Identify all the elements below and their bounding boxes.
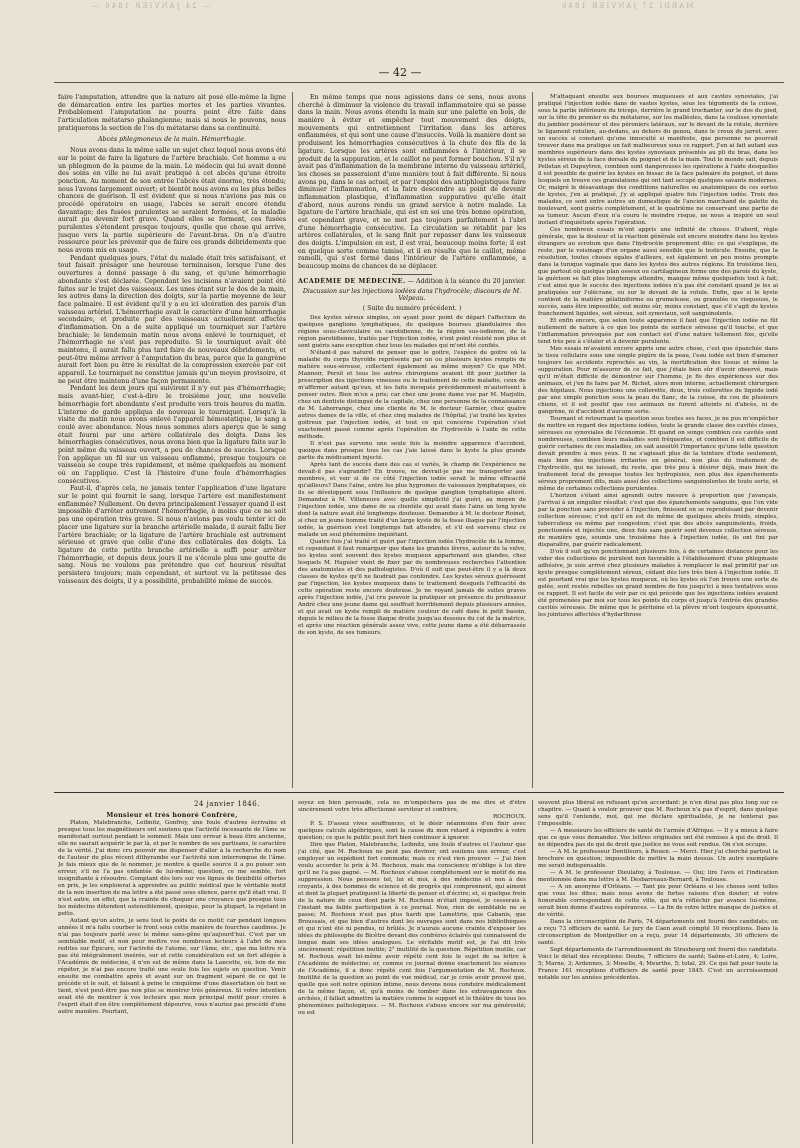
paragraph: Il n'est pas survenu une seule fois la moindre apparence d'accident, quoique dans presque tous les cas j'aie laissé dans le kyste la plus grande partie du médicament injecté. xyxy=(298,440,526,461)
paragraph: M'attaquant ensuite aux bourses muqueuses et aux cavités synoviales, j'ai pratiqué l'injection iodée dans de vastes kystes, sous les téguments de la cuisse, sous la partie inférieure du triceps, derrière le grand trochanter, sur le dos du pied, sur la tête du premier os du métatarse, sur les malléoles, dans la coulisse synoviale du jambier postérieur et des péroniers latéraux, sur le devant de la rotule, derrière le ligament rotulien, au-dedans, au dehors du genou, dans le creux du jarret, avec un succès si constant qu'une innocuité si manifeste, que personne ne pourrait trouver dans ma pratique un fait malheureux sous ce rapport. J'en ai fait autant aux membres supérieurs dans des kystes synoviaux présentés au pli du bras, dans les kystes séreux de la face dorsale du poignet et de la main. Tout le monde sait, depuis Pelletan et Dupuytren, combien sont dangereuses les opérations à l'aide desquelles il est possible de guérir les kystes en bissac de la face palmaire du poignet, et dans lesquels on trouve ces granulations qui ont tant occupé quelques savants modernes. Or, malgré le désavantage des conditions naturelles ou anatomiques de ces sortes de kystes, j'en ai pratiqué, j'y ai appliqué quatre fois l'injection iodée. Trois des malades, ce sont entre autres un domestique de l'ancien marchand de galette du boulevard, sont guéris complètement, et le quatrième ne conservant une partie de sa tumeur. Aucun d'eux n'a couru le moindre risque, ne nous a inspiré un seul instant d'inquiétude après l'opération. xyxy=(538,94,778,226)
paragraph: Faut-il, d'après cela, ne jamais tenter l'application d'une ligature sur le point qui fournit le sang, lorsque l'artère est manifestement enflammée? Nullement. On devra principalement l'essayer quand il est impossible d'arrêter autrement l'hémorrhagie, à moins que ce ne soit pas une opération très grave. Si nous n'avions pas voulu tenter ici de placer une ligature sur la branche artérielle malade, il aurait fallu lier l'artère brachiale; or la ligature de l'artère brachiale est autrement sérieuse et grave que celle d'une des collatérales des doigts. La ligature de cette petite branche artérielle a suffi pour arrêter l'hémorrhagie, et depuis deux jours il ne s'écoule plus une goutte de sang. Nous ne voulons pas prétendre que cet heureux résultat persistera toujours; mais cependant, et surtout vu la petitesse des vaisseaux des doigts, il y a possibilité, probabilité même de succès. xyxy=(58,485,286,585)
continuation-note: ( Suite du numéro précédent. ) xyxy=(362,304,462,312)
section-title: Abcès phlegmoneux de la main. Hémorrhagie. xyxy=(98,136,246,144)
paragraph: Sept départements de l'arrondissement de Strasbourg ont fourni des candidats. Voici le détail des réceptions: Doubs, 7 officiers de santé; Saône-et-Loire, 4; Loire, 5; Marne, 3; Ardennes, 3; Moselle, 4; Meurthe, 5; total, 29. Ce qui fait pour toute la France 161 réceptions d'officiers de santé pour 1845. C'est un accroissement notable sur les années précédentes. xyxy=(538,947,778,981)
letter-salutation: Monsieur et très honoré Confrère, xyxy=(106,812,238,819)
column-divider xyxy=(292,800,293,1144)
paragraph: L'horizon s'étant ainsi agrandi outre mesure à proportion que j'avançais, j'arrivai à un singulier résultat: c'est que des épanchements sanguins, que l'on vide par la ponction sans procéder à l'injection, finissent en se reproduisant par devenir collection séreuse; c'est qu'il en est de même de quelques abcès froids, simples, tuberculeux ou même par congestion; c'est que des abcès sanguinolents, froids, ponctionnés et injectés une, deux fois sans guérir sont devenus collection séreuse, de manière que, soumis une troisième fois à l'injection iodée, ils ont fini par disparaître, par guérir radicalement. xyxy=(538,493,778,548)
academy-name: ACADÉMIE DE MÉDECINE. xyxy=(298,277,406,285)
paragraph: Mes essais m'avaient encore appris une autre chose, c'est que épanchée dans le tissu cellulaire sous une simple piqûre de la peau, l'eau iodée est bien d'amener toujours les accidents reprochés au vin, la mortification des tissus et même la suppuration. Pour m'assurer de ce fait, que j'étais bien sûr d'avoir observé, mais qu'il m'était difficile de démontrer sur l'homme, je fis des expériences sur des animaux, et j'en fis faire par M. Richet, alors mon interne, actuellement chirurgien des hôpitaux. Nous injections une collerette, deux, trois collerettes de liquide iodé par une simple ponction sous la peau du flanc, de la cuisse, du cou de plusieurs chiens, et il est positif que ces animaux ne furent atteints ni d'abcès, ni de gangrène, ni d'accident d'aucune sorte. xyxy=(538,346,778,415)
separator xyxy=(392,274,432,275)
academy-heading xyxy=(298,278,526,286)
lower-column-1 xyxy=(58,812,286,1142)
section-rule xyxy=(54,792,784,793)
paragraph: — A messieurs les officiers de santé de l'armée d'Afrique. — Il y a mieux à faire que ce que vous demandez. Vos lettres originales ont été remises à qui de droit. Il ne dépendra pas de qui de droit que justice ne vous soit rendue. On s'en occupe. xyxy=(538,828,778,848)
show-through-text-left: — 24 JANVIER 1846 — xyxy=(90,2,210,10)
paragraph: Nous avons dans la même salle un sujet chez lequel nous avons été sur le point de faire la ligature de l'artère brachiale. Cet homme a eu un phlegmon de la paume de la main. Le médecin qui lui avait donné des soins en ville ne lui avait pratiqué à cet abcès qu'une étroite ponction. Au moment de son entrée l'abcès était énorme, très étendu; nous l'avons largement ouvert; et bientôt nous avons eu les plus belles chances de guérison. Il est évident que si nous n'avions pas mis ce procédé opératoire en usage, l'abcès se serait encore étendu davantage; des fusées purulentes se seraient formées, et la maladie aurait pu devenir fort grave. Quand elles se forment, ces fusées purulentes s'étendent presque toujours, quelle que chose qui arrive, jusque vers la partie supérieure de l'avant-bras. On n'a d'autre ressource pour les prévenir que de faire ces grands débridements que nous avons mis en usage. xyxy=(58,147,286,255)
paragraph: — A M. le professeur Dentileurs, à Rouen. — Merci. Hier j'ai cherché partout la brochure en question; impossible de mettre la main dessus. Un autre exemplaire me serait indispensable. xyxy=(538,849,778,869)
column-1 xyxy=(58,94,286,788)
paragraph: Ces nombreux essais m'ont appris une infinité de choses. D'abord, règle générale, que la douleur et la réaction générale est encore moindre dans les kystes étrangers au scrotum que dans l'hydrocèle proprement dite; ce qui s'explique, du reste, par le voisinage d'un organe aussi sensible que le testicule. Ensuite, que la résolution, toutes choses égales d'ailleurs, est également un peu moins prompte dans la tunique vaginale que dans les kystes des autres régions. En troisième lieu, que partout où quelque plan osseux ou cartilagineux forme une des parois du kyste, la guérison se fait plus longtemps attendre, manque même quelquefois tout à fait; c'est ainsi que le succès des injections iodées n'a pas été constant quand je les ai pratiquées sur l'olécrane, ou sur le devant de la rotule. Enfin, que si le kyste contient de la matière gélatiniforme ou grumeleuse, ou granulée ou visqueuse, le succès, sans être impossible, est moins sûr, moins constant, que s'il s'agit de kystes franchement liquides, soit séreux, soit synoviaux, soit sanguinolents. xyxy=(538,227,778,317)
paragraph: Autant qu'on autre, je sens tout le poids de ce motif; car pendant longues années il m'a fallu courber le front sous cette manière de fourches caudines. Je n'ai pas toujours parlé avec le même sans-gêne qu'aujourd'hui. C'est par un semblable motif, et non pour mettre vos nombreux lecteurs à l'abri de mes redites sur Épicure, sur l'activité de l'atome, sur l'âme, etc., que ma lettre n'a pas été intégralement insérée, sur et cette considération est un fort allégée à l'Académie de médecine, il n'en est de même dans la Lancette, où, loin de me répéter, je n'ai pas encore traité une seule fois les sujets en question. Venir ensuite me combattre après et avant sur un fragment séparé de ce qui le précède et le suit, et faisant à peine le cinquième d'une dissertation où tout se tient, n'est peut-être pas non plus se montrer très généreux. Si votre intention avait été de montrer à vos lecteurs que mon principal motif pour croire à l'esprit était d'en être complètement dépourvu, vous n'auriez pas procédé d'une autre manière. Pourtant, xyxy=(58,917,286,1015)
page-number: — 42 — xyxy=(378,66,422,79)
paragraph: souvent plus libéral en refusant qu'en accordant: je n'en dirai pas plus long sur ce chapitre. — Quant à vouloir prouver que M. Rochoux n'a pas d'esprit, dans quelque sens qu'il l'entende, moi, qui me déclare spiritualiste, je ne tenterai pas l'impossible. xyxy=(538,800,778,827)
top-rule xyxy=(54,82,784,83)
paragraph: Quatre fois j'ai traité et guéri par l'injection iodée l'hydrocèle de la femme, et cependant il faut remarquer que dans les grandes lèvres, autour de la vulve, les kystes sont souvent des kystes muqueux appartenant aux glandes, chez lesquels M. Huguier vient de fixer par de nombreuses recherches l'attention des anatomistes et des pathologistes. D'où il suit que peut-être il y a là deux classes de kystes qu'il ne faudrait pas confondre. Les kystes séreux guérissent par l'injection, les kystes muqueux dans le traitement desquels l'efficacité de cette opération reste encore douteuse. Je ne voyant jamais de suites graves après l'injection iodée, j'ai cru pouvoir la pratiquer en présence du professeur André chez une jeune dame qui souffrait horriblement depuis plusieurs années, et qui avait un kyste rempli de matière couleur de café dans le petit bassin, depuis le milieu de la fosse iliaque droite jusqu'au dessous du col de la matrice, et après une réaction générale assez vive, cette jeune dame a été débarrassée de son kyste, de ses tumeurs. xyxy=(298,538,526,636)
paragraph: Platon, Malebranche, Leibnitz, Gonfroy, une foule d'autres écrivains et presque tous les magnétiseurs ont soutenu que l'activité incessante de l'âme se manifestait surtout pendant le sommeil. Mais une erreur à beau être ancienne, elle ne saurait acquérir le par là, et par le nombre de ses partisans, le caractère de la vérité. J'ai donc cru pouvoir me dispenser d'aller à la recherche du nom de l'auteur du plus récent dithyrambe sur l'activité non interrompue de l'âme. Je fais mieux que de le nommer, je montre à quelle source il a pu puiser son erreur, s'il ne l'a pas enfantée de lui-même; question, ce me semble, fort insignifiante à résoudre. Comptant dès lors sur vos lignes de flexibilité offertes en prix, je les emploierai à apprendre au public médical que le véritable motif de la non insertion de ma lettre a été passé sous silence, parce qu'il était vrai. Il n'est autre, en effet, que la crainte de choquer une croyance que presque tous les médecins détendent ostensiblement, quoique, pour la plupart, la rejetant in petto. xyxy=(58,819,286,917)
paragraph: Pendant les deux jours qui suivirent il n'y eut pas d'hémorrhagie; mais avant-hier, c'est-à-dire le troisième jour, une nouvelle hémorrhagie fort abondante s'est produite vers trois heures du matin. L'interne de garde appliqua de nouveau le tourniquet. Lorsqu'à la visite du matin nous avons enlevé l'appareil hémostatique, le sang a coulé avec abondance. Nous nous sommes alors aperçu que le sang était fourni par une artère collatérale des doigts. Dans les hémorrhagies consécutives, nous avons bien que la ligature faite sur le point même du vaisseau ouvert, a peu de chances de succès. Lorsque l'on applique un fil sur un vaisseau enflammé, presque toujours ce vaisseau se coupe très rapidement, et même quelquefois au moment où on l'applique. C'est là l'histoire d'une foule d'hémorrhagies consécutives. xyxy=(58,385,286,485)
paragraph: N'étant-il pas naturel de penser que le goitre, l'espèce de goitre où la maladie du corps thyroïde représente par un ou plusieurs kystes remplis de matière sous-séreuse, collectent également au même moyen? Ce que MM. Mannoir, Persil et tous les autres chirurgiens avaient dit pour justifier la prescription des injections vineuses ou le traitement de cette maladie, ceux de m'affirmer autant qu'eux, et les faits invoqués précédemment m'autorisent à penser outre. Bien m'en a pris; car chez une jeune dame vue par M. Marjolin, chez un dentiste distingué de la capitale, chez une personne de la connaissance de M. Laborrange, chez une cliente de M. le docteur Garnier, chez quatre autres dames de la ville, et chez cinq malades de l'hôpital, j'ai traité les kystes goitreux par l'injection iodée, et tout ce qui concerne l'opération s'est exactement passé comme après l'opération de l'hydrocèle à l'aide de cette méthode. xyxy=(298,349,526,440)
column-3 xyxy=(538,94,778,788)
paragraph: — A M. le professeur Dieulafoy, à Toulouse. — Oui; lire l'avis et l'indication mentionnée dans ma lettre à M. Desbarreaux-Bernard, à Toulouse. xyxy=(538,870,778,883)
lower-column-2 xyxy=(298,800,526,1142)
column-divider xyxy=(532,800,533,1144)
column-2 xyxy=(298,94,526,788)
paragraph: Après tant de succès dans des cas si variés, le champ de l'expérience ne devait-il pas s'agrandir? En trouve, ne devrait-je pas me transporter aux membres, et voir si de ce côté l'injection iodée serait le même efficacité qu'ailleurs? Dans l'aine, entre les plus hygromes de vaisseaux lymphatiques, où ils se développent sous l'influence de quelque ganglion lymphatique altéré. Demandez à M. Villeneuve avec quelle simplicité j'ai guéri, au moyen de l'injection iodée, une dame de sa clientèle qui avait dans l'aine un long kyste dont la nature avait été longtemps douteuse. Demandez à M. le docteur Roinet, si chez un jeune homme traité d'un large kyste de la fosse iliaque par l'injection iodée, la guérison s'est longtemps fait attendre, et s'il est survenu chez ce malade un seul phénomène inquiétant. xyxy=(298,461,526,538)
lower-column-3 xyxy=(538,800,778,1142)
academy-session: — Addition à la séance du 20 janvier. xyxy=(407,277,526,285)
letter-date: 24 janvier 1846. xyxy=(194,800,260,808)
paragraph: Tournant et retournant la question sous toutes ses faces, je ne pus m'empêcher de mettre en regard des injections iodées, toute la grande classe des cavités closes, séreuses ou synoviales de l'économie. Et quand on songe combien ces cavités sont nombreuses, combien leurs maladies sont fréquentes, et combien il est difficile de guérir certaines de ces maladies, on sait aussitôt l'importance qu'une telle question devait prendre à mes yeux. Il ne s'agissait plus de la teinture d'iode seulement, mais bien des injections irritantes en général, non plus du traitement de l'hydrocèle, qui ne laissait, du reste, que très peu à désirer déjà, mais bien du traitement local de presque toutes les hydropisies, non plus des épanchements séreux proprement dits, mais aussi des collections sanguinolentes de toute sorte, et même de certaines collections purulentes. xyxy=(538,416,778,492)
paragraph: soyez en bien persuadé, cela ne m'empêchera pas de me dire et d'être sincèrement votre très affectionné serviteur et confrère, xyxy=(298,800,526,813)
paragraph: Dans la circonscription de Paris, 74 départements ont fourni des candidats; on a reçu 73 officiers de santé. Le jury de Caen avait compté 10 réceptions. Dans la circonscription de Montpellier on a reçu, pour 14 départements, 30 officiers de santé. xyxy=(538,919,778,946)
paragraph: P. S. D'assez vives souffrances, et le désir néanmoins d'en finir avec quelques calculs algébriques, sont la cause du mon retard à répondre à votre question; ce que le public peut fort bien continuer à ignorer. xyxy=(298,821,526,841)
paragraph: Dire que Platon, Malebranche, Leibnitz, une foule d'autres et l'auteur que j'ai cité, que M. Rochoux ne peut pas deviner, ont soutenu une erreur, c'est employer un expédient fort commode; mais ce n'est rien prouver. — J'ai bien voulu accorder le prix à M. Rochoux, mais ma conscience m'oblige à lui dire qu'il ne l'a pas gagné. — M. Rochoux s'abuse complètement sur le motif de ma suppression. Nous pensons tel, lui et moi, à des médecins et non à des croyants, à des hommes de science et de progrès qui comprennent, qui aiment et dont la plupart pratiquent la liberté de penser et d'écrire; et, si quelque frein de la nature de ceux dont parle M. Rochoux m'était imposé, je cesserais à l'instant ma faible participation à ce journal. Non, rien de semblable ne se passe; M. Rochoux n'est pas plus hardi que Lamettrie, que Cabanis, que Broussais, et que bien d'autres dont les ouvrages sont dans nos bibliothèques et qui n'ont été ni pendus, ni brûlés. Je n'aurais aucune crainte d'exposer les idées du philosophe de Bicêtre devant des confrères éclairés qui connaissent de longue main ses idées analogues. Le véritable motif est, je l'ai dit très sincèrement: répétition inutile; 2° inutilité de la question. Répétition inutile, car M. Rochoux avait lui-même avoir répété cent fois le sujet de sa lettre à l'Académie de médecine; or, comme ce journal donne exactement les séances de l'Académie, il a donc répété cent fois l'argumentation de M. Rochoux. Inutilité de la question au point de vue médical, car je crois avoir prouvé que, quelle que soit notre opinion intime, nous devons nous conduire médicalement de la même façon, et, qu'à moins de tomber dans les extravagances des archées, il fallait admettre la matière comme le support et le théâtre de tous les phénomènes pathologiques. — M. Rochoux s'abuse encore sur ma générosité; ou est xyxy=(298,842,526,1016)
paragraph: Pendant quelques jours, l'état du malade était très satisfaisant, et tout faisait présager une heureuse terminaison, lorsque l'une des ouvertures a donné passage à du sang, et qu'une hémorrhagie abondante s'est déclarée. Cependant les incisions n'avaient point été faites sur le trajet des vaisseaux. Les unes étant sur le dos de la main, les autres dans la direction des doigts, sur la partie moyenne de leur face palmaire. Il est évident qu'il y a eu ici ulcération des parois d'un vaisseau artériel. L'hémorrhagie avait le caractère d'une hémorrhagie secondaire, et produite par des vaisseaux actuellement affectés d'inflammation. On a de suite appliqué un tourniquet sur l'artère brachiale; le lendemain matin nous avons enlevé le tourniquet, et l'hémorrhagie ne s'est pas reproduite. Si le tourniquet avait été maintenu, il aurait fallu plus tard faire de nouveaux débridements, et peut-être même arriver à l'amputation du bras, parce que la gangrène aurait fort bien pu être le résultat de la compression exercée par cet appareil. Le tourniquet ne constitue jamais qu'un moyen provisoire, et ne peut être maintenu d'une façon permanente. xyxy=(58,254,286,385)
paragraph: Et enfin encore, que selon toute apparence il faut que l'injection iodée ne fût nullement de nature à ce que les points de surface séreuse qu'il touche, et que l'inflammation provoquée par son contact est d'une nature tellement fixe, qu'elle tend très peu à s'étaler et à devenir purulente. xyxy=(538,318,778,345)
column-divider xyxy=(532,92,533,788)
show-through-text-right: MARDI 27 JANVIER 1846 xyxy=(560,2,694,10)
signature: ROCHOUX. xyxy=(492,814,526,820)
column-divider xyxy=(292,92,293,788)
paragraph: — A un anonyme d'Orléans. — Tant pis pour Orléans si les choses sont telles que vous les dites; mais nous avons de fortes raisons d'en douter; et votre honorable correspondant de cette ville, qui m'a réfléchir par avance lui-même, serait bien donne d'autres espérances. — La fin de votre lettre manque de justice et de vérité. xyxy=(538,884,778,918)
paragraph: En même temps que nous agissions dans ce sens, nous avons cherché à diminuer la violence du travail inflammatoire qui se passe dans la main. Nous avons étendu la main sur une palette en bois, de manière à éviter et empêcher tout mouvement des doigts, mouvements qui entretiennent l'irritation dans les artères enflammées, et qui sont une cause d'insuccès. Voilà la manière dont se produisent les hémorrhagies consécutives à la chute des fils de la ligature. Lorsque les artères sont enflammées à l'intérieur, il se produit de la suppuration, et le caillot ne peut former bouchon. S'il n'y avait pas d'inflammation de la membrane interne du vaisseau artériel, les choses se passeraient d'une manière tout à fait différente. Si nous avons pu, dans le cas actuel, et par l'emploi des antiphlogistiques faire diminuer l'inflammation, et la faire descendre au point de devenir inflammation plastique, d'inflammation suppurative qu'elle était d'abord, nous aurons rendu un grand service à notre malade. La ligature de l'artère brachiale, qui est en soi une très bonne opération, est cependant grave, et ne met pas toujours parfaitement à l'abri d'une hémorrhagie consécutive. La circulation se rétablit par les artères collatérales, et le sang finit par repasser dans les vaisseaux des doigts. L'impulsion en est, il est vrai, beaucoup moins forte; il est en quelque sorte comme tamisé, et il en résulte que le caillot, même ramolli, qui s'est formé dans l'intérieur de l'artère enflammée, a beaucoup moins de chances de se déplacer. xyxy=(298,94,526,271)
discussion-title: Discussion sur les injections iodées dans l'hydrocèle; discours de M. Velpeau. xyxy=(302,287,522,303)
paragraph: faire l'amputation, attendre que la nature ait posé elle-même la ligne de démarcation entre les parties mortes et les parties vivantes. Probablement l'amputation ne pourra point être faite dans l'articulation métatarso phalangienne; mais si nous le pouvons, nous pratiquerons la section de l'os du métatarse dans sa continuité. xyxy=(58,94,286,132)
paragraph: Des kystes séreux simples, on ayant pour point de départ l'affection de quelques ganglions lymphatiques, de quelques bourses glandulaires des régions sous-claviculaire ou carotidienne, de la région sus-iodienne, de la région parotidienne, traités par l'injection iodée, n'ont point résisté non plus et sont guéris sans exception chez tous les malades qui m'ont été confiés. xyxy=(298,314,526,349)
paragraph: D'où il suit qu'en ponctionnant plusieurs fois, à de certaines distances pour les vider des collections de purulent non favorable à l'établissement d'une phlegmasie adhésive, je suis arrivé chez plusieurs malades à remplacer le mal primitif par un kyste presque complètement séreux, cédant dès lors très bien à l'injection iodée. Il est pourtant vrai que les kystes muqueux, où les kystes où l'on trouve une sorte de gelée, sont restés rebelles un grand nombre de fois jusqu'ici à mes tentatives sous ce rapport. Il est facile de voir par ce qui précède que les injections iodées avaient été promenées par moi sur tous les points du corps et jusqu'à l'entrée des grandes cavités séreuses. De même que le péritoine et la plèvre m'ont toujours épouvanté, les jointures affectées d'hydarthrose xyxy=(538,549,778,618)
